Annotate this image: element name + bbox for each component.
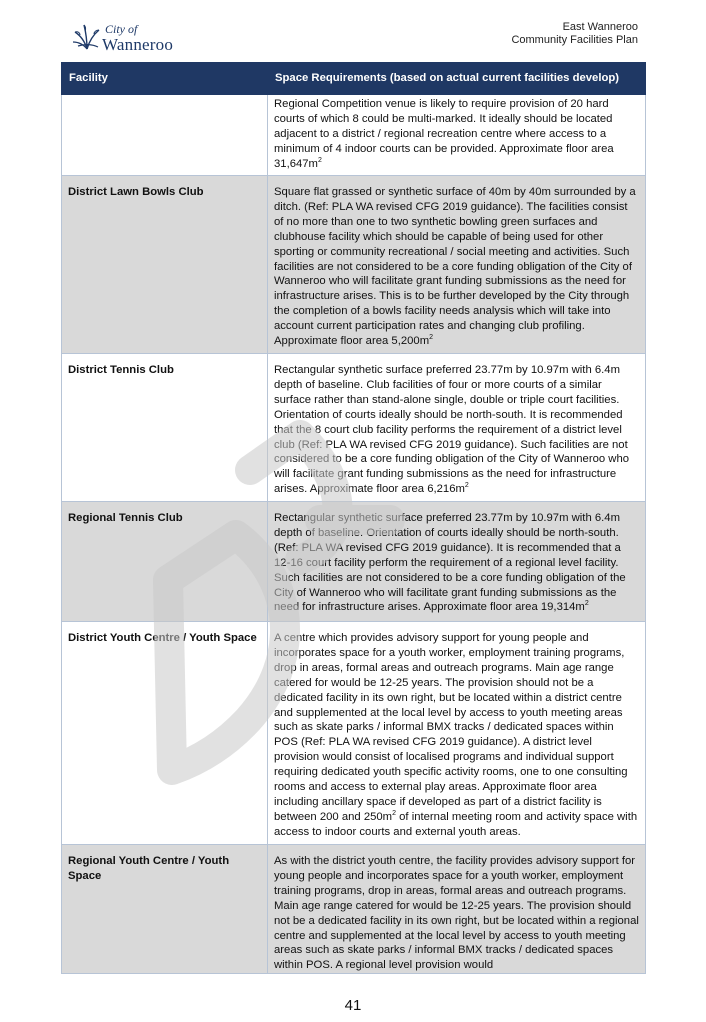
requirements-text-continued: of internal meeting room and activity space with access to indoor courts and external youth areas. bbox=[274, 810, 638, 838]
document-title: Community Facilities Plan bbox=[511, 34, 638, 46]
superscript: 2 bbox=[584, 600, 589, 608]
requirements-cell bbox=[268, 622, 646, 845]
column-header-space-requirements: Space Requirements (based on actual current facilities develop) bbox=[268, 63, 646, 95]
page-number: 41 bbox=[344, 997, 362, 1014]
table-row bbox=[62, 95, 646, 176]
superscript: 2 bbox=[317, 156, 322, 164]
requirements-text: A centre which provides advisory support for young people and incorporates space for a youth worker, employment training programs, drop in areas, formal areas and outreach programs. Main age range catered for would be 12-25 years. The provision should not be a dedicated facility in its own right, but be located within a district centre and supplemented at the local level by access to youth meeting areas such as skate parks / informal BMX tracks / dedicated spaces within POS (Ref: PLA WA revised CFG 2019 guidance). A district level provision would consist of localised programs and individual support requiring dedicated youth specific activity rooms, one to one consulting rooms and access to external play areas. Approximate floor area including ancillary space if developed as part of a district facility is between 200 and 250m bbox=[274, 632, 628, 823]
column-header-facility: Facility bbox=[62, 63, 268, 95]
logo-wanneroo: Wanneroo bbox=[102, 35, 174, 54]
logo-city-of: City of bbox=[105, 22, 138, 36]
document-header bbox=[511, 21, 638, 47]
facility-cell: Regional Tennis Club bbox=[62, 502, 268, 622]
superscript: 2 bbox=[464, 482, 469, 490]
requirements-cell bbox=[268, 95, 646, 176]
facility-cell: District Tennis Club bbox=[62, 354, 268, 502]
table-row bbox=[62, 354, 646, 502]
requirements-text: Rectangular synthetic surface preferred 23.77m by 10.97m with 6.4m depth of baseline. Club facilities of four or more courts of a similar surface rather than stand-alone single, double or triple court facilities. Orientation of courts ideally should be north-south. It is recommended that the 8 court club facility performs the requirement of a district level club (Ref: PLA WA revised CFG 2019 guidance). Such facilities are not considered to be a core funding obligation of the City of Wanneroo who will facilitate grant funding submissions as the need for infrastructure arises. Approximate floor area 6,216m bbox=[274, 364, 630, 496]
requirements-text: Regional Competition venue is likely to require provision of 20 hard courts of which 8 could be multi-marked. It ideally should be located adjacent to a district / regional recreation centre where access to a minimum of 4 indoor courts can be provided. Approximate floor area 31,647m bbox=[274, 98, 614, 170]
facility-cell: District Lawn Bowls Club bbox=[62, 176, 268, 354]
table-row bbox=[62, 845, 646, 974]
document-location: East Wanneroo bbox=[562, 21, 638, 33]
requirements-text: Square flat grassed or synthetic surface of 40m by 40m surrounded by a ditch. (Ref: PLA WA revised CFG 2019 guidance). The facilities consist of no more than one to two synthetic bowling green surfaces and clubhouse facility which should be capable of being used for other sporting or community recreational / social meeting and activities. Such facilities are not considered to be a core funding obligation of the City of Wanneroo who will facilitate grant funding submissions as the need for infrastructure arises. This is to be further developed by the City through the completion of a bowls facility needs analysis which will take into account current participation rates and changing club profiling. Approximate floor area 5,200m bbox=[274, 186, 636, 348]
superscript: 2 bbox=[429, 334, 434, 342]
table-row bbox=[62, 622, 646, 845]
city-of-wanneroo-logo bbox=[72, 20, 192, 54]
requirements-text: Rectangular synthetic surface preferred 23.77m by 10.97m with 6.4m depth of baseline. Orientation of courts ideally should be north-south. (Ref: PLA WA revised CFG 2019 guidance). It is recommended that a 12-16 court facility perform the requirement of a regional level facility. Such facilities are not considered to be a core funding obligation of the City of Wanneroo who will facilitate grant funding submissions as the need for infrastructure arises. Approximate floor area 19,314m bbox=[274, 512, 626, 614]
facility-cell bbox=[62, 95, 268, 176]
requirements-cell bbox=[268, 845, 646, 974]
requirements-text: As with the district youth centre, the facility provides advisory support for young people and incorporates space for a youth worker, employment training programs, drop in areas, formal areas and outreach programs. Main age range catered for would be 12-25 years. The provision should not be a dedicated facility in its own right, but be located within a regional centre and supplemented at the local level by access to youth meeting areas such as skate parks / informal BMX tracks / dedicated spaces within POS. A regional level provision would bbox=[274, 855, 639, 972]
requirements-cell bbox=[268, 176, 646, 354]
table-header-row bbox=[62, 63, 646, 95]
logo-emblem-icon bbox=[72, 22, 102, 52]
facility-cell: Regional Youth Centre / Youth Space bbox=[62, 845, 268, 974]
requirements-cell bbox=[268, 354, 646, 502]
superscript: 2 bbox=[392, 810, 396, 818]
facility-cell: District Youth Centre / Youth Space bbox=[62, 622, 268, 845]
table-row bbox=[62, 502, 646, 622]
requirements-cell bbox=[268, 502, 646, 622]
facilities-table bbox=[61, 62, 646, 974]
table-row bbox=[62, 176, 646, 354]
